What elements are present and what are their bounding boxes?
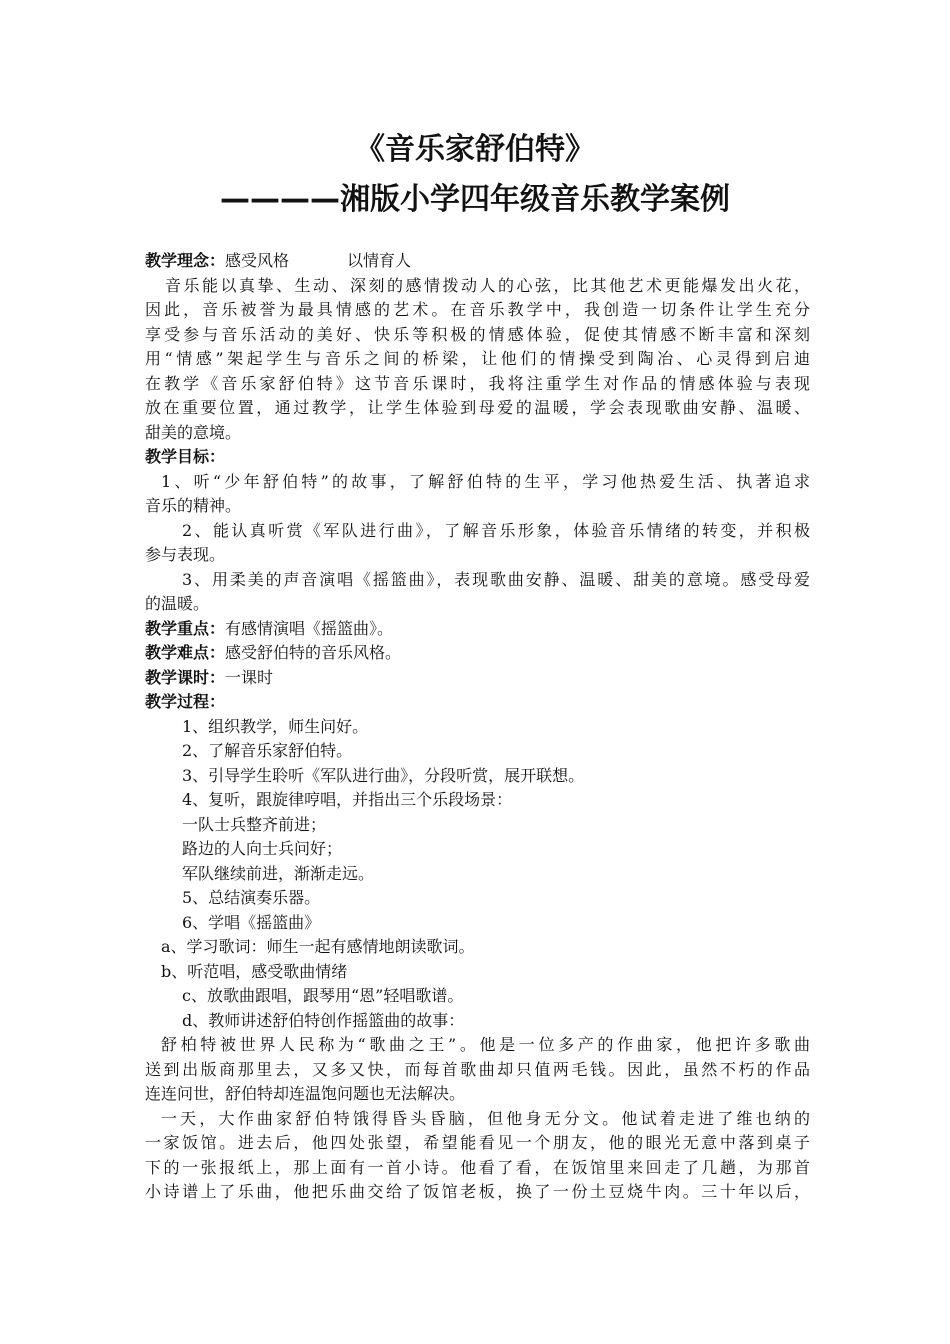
philosophy-row [145, 249, 810, 274]
paragraph-line: 享受参与音乐活动的美好、快乐等积极的情感体验，促使其情感不断丰富和深刻 [145, 324, 810, 344]
goal-item-line: 3、用柔美的声音演唱《摇篮曲》，表现歌曲安静、温暖、甜美的意境。感受母爱 [182, 569, 810, 589]
process-step: 6、学唱《摇篮曲》 [182, 912, 321, 932]
paragraph-line: 小诗谱上了乐曲，他把乐曲交给了饭馆老板，换了一份土豆烧牛肉。三十年以后， [145, 1182, 810, 1201]
difficulty-value: 感受舒伯特的音乐风格。 [225, 643, 402, 662]
document-subtitle: ————湘版小学四年级音乐教学案例 [220, 182, 730, 217]
key-point-row [145, 617, 810, 642]
process-step: 3、引导学生聆听《军队进行曲》，分段听赏，展开联想。 [182, 765, 585, 785]
philosophy-value-2: 以情育人 [347, 251, 412, 270]
paragraph-line: 送到出版商那里去，又多又快，而每首歌曲却只值两毛钱。因此，虽然不朽的作品 [145, 1059, 810, 1079]
document-body [145, 249, 810, 1205]
process-scene: 军队继续前进，渐渐走远。 [182, 863, 375, 883]
paragraph-line: 音乐能以真挚、生动、深刻的感情拨动人的心弦，比其他艺术更能爆发出火花， [165, 275, 810, 295]
story-paragraph-1 [145, 1033, 810, 1107]
duration-label: 教学课时： [145, 667, 226, 687]
difficulty-label: 教学难点： [145, 643, 226, 662]
process-scene: 路边的人向士兵问好； [182, 839, 343, 858]
difficulty-row [145, 641, 810, 666]
goals-list [145, 470, 810, 617]
goal-item-line: 的温暖。 [145, 594, 210, 613]
process-heading: 教学过程： [145, 692, 226, 711]
goal-item-line: 2、能认真听赏《军队进行曲》，了解音乐形象，体验音乐情绪的转变，并积极 [182, 520, 810, 540]
goal-item-line: 参与表现。 [145, 545, 226, 564]
process-step: 4、复听，跟旋律哼唱，并指出三个乐段场景： [182, 790, 513, 809]
process-sub-step: c、放歌曲跟唱，跟琴用“恩”轻唱歌谱。 [182, 986, 464, 1005]
process-sub-step: b、听范唱，感受歌曲情绪 [161, 961, 348, 981]
process-step: 1、组织教学，师生问好。 [182, 716, 369, 736]
duration-value: 一课时 [225, 667, 274, 687]
process-step: 2、了解音乐家舒伯特。 [182, 741, 353, 760]
goal-item-line: 1、听“少年舒伯特”的故事，了解舒伯特的生平，学习他热爱生活、执著追求 [161, 471, 810, 491]
paragraph-line: 一家饭馆。进去后，他四处张望，希望能看见一个朋友，他的眼光无意中落到桌子 [145, 1133, 810, 1152]
paragraph-line: 因此，音乐被誉为最具情感的艺术。在音乐教学中，我创造一切条件让学生充分 [145, 300, 810, 319]
document-title: 《音乐家舒伯特》 [355, 132, 595, 167]
philosophy-value-1: 感受风格 [225, 251, 290, 270]
duration-row [145, 666, 810, 691]
process-step: 5、总结演奏乐器。 [182, 888, 321, 907]
paragraph-line: 一天，大作曲家舒伯特饿得昏头昏脑，但他身无分文。他试着走进了维也纳的 [161, 1108, 810, 1128]
paragraph-line: 连连问世，舒伯特却连温饱问题也无法解决。 [145, 1084, 466, 1103]
key-point-value: 有感情演唱《摇篮曲》。 [225, 618, 394, 638]
paragraph-line: 舒柏特被世界人民称为“歌曲之王”。他是一位多产的作曲家，他把许多歌曲 [161, 1035, 810, 1054]
process-sub-step: d、教师讲述舒伯特创作摇篮曲的故事： [182, 1010, 465, 1030]
story-paragraph-2 [145, 1107, 810, 1205]
intro-paragraph [145, 274, 810, 446]
paragraph-line: 甜美的意境。 [145, 422, 242, 442]
process-list [145, 715, 810, 1034]
goal-item-line: 音乐的精神。 [145, 496, 242, 515]
philosophy-label: 教学理念： [145, 251, 226, 270]
paragraph-line: 下的一张报纸上，那上面有一首小诗。他看了看，在饭馆里来回走了几趟，为那首 [145, 1157, 810, 1177]
process-sub-step: a、学习歌词：师生一起有感情地朗读歌词。 [161, 937, 475, 956]
paragraph-line: 用“情感”架起学生与音乐之间的桥梁，让他们的情操受到陶冶、心灵得到启迪 [145, 349, 810, 368]
paragraph-line: 在教学《音乐家舒伯特》这节音乐课时，我将注重学生对作品的情感体验与表现 [145, 373, 810, 393]
goals-heading: 教学目标： [145, 447, 226, 466]
key-point-label: 教学重点： [145, 618, 226, 638]
process-scene: 一队士兵整齐前进； [182, 814, 327, 834]
paragraph-line: 放在重要位置，通过教学，让学生体验到母爱的温暖，学会表现歌曲安静、温暖、 [145, 398, 810, 417]
